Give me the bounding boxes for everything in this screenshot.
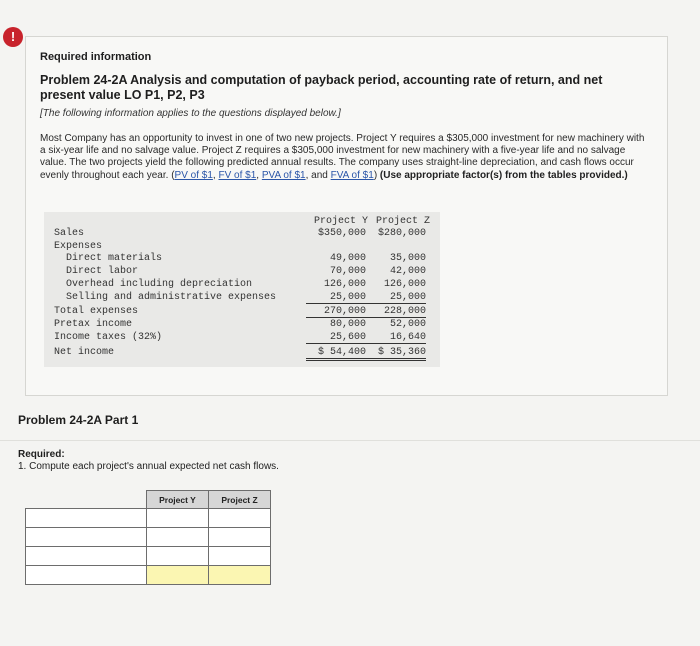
row-label-input[interactable] — [26, 548, 146, 566]
income-taxes-y: 25,600 — [306, 332, 366, 344]
net-income-y: $ 54,400 — [306, 347, 366, 361]
header-project-z: Project Z — [375, 216, 430, 227]
row-label-input[interactable] — [26, 510, 146, 528]
sales-label: Sales — [54, 228, 85, 239]
answer-row — [26, 509, 271, 528]
project-z-input[interactable] — [209, 548, 270, 566]
net-income-z: $ 35,360 — [366, 347, 426, 361]
answer-header-project-z: Project Z — [209, 491, 271, 509]
pretax-income-z: 52,000 — [389, 319, 426, 330]
project-z-input[interactable] — [209, 529, 270, 547]
fva-of-1-link[interactable]: FVA of $1 — [330, 169, 374, 181]
pretax-income-label: Pretax income — [54, 319, 133, 330]
income-statement-table — [44, 212, 440, 367]
required-information-heading: Required information — [40, 51, 152, 63]
question-text: 1. Compute each project's annual expected net cash flows. — [18, 461, 279, 472]
answer-row — [26, 566, 271, 585]
income-taxes-label: Income taxes (32%) — [54, 332, 163, 343]
total-expenses-y: 270,000 — [306, 306, 366, 318]
alert-icon: ! — [3, 27, 23, 47]
fv-of-1-link[interactable]: FV of $1 — [218, 169, 257, 181]
problem-title: Problem 24-2A Analysis and computation of payback period, accounting rate of return, and net present value LO P1, P2, P3 — [40, 73, 603, 102]
direct-labor-z: 42,000 — [389, 266, 426, 277]
selling-admin-z: 25,000 — [366, 292, 426, 304]
selling-admin-y: 25,000 — [306, 292, 366, 304]
pv-of-1-link[interactable]: PV of $1 — [174, 169, 213, 181]
direct-materials-z: 35,000 — [389, 253, 426, 264]
answer-header-project-y: Project Y — [147, 491, 209, 509]
project-z-total-input[interactable] — [209, 567, 270, 585]
direct-labor-y: 70,000 — [329, 266, 366, 277]
project-y-input[interactable] — [147, 510, 208, 528]
expenses-label: Expenses — [54, 241, 103, 252]
direct-materials-label: Direct materials — [66, 253, 163, 264]
direct-labor-label: Direct labor — [66, 266, 139, 277]
project-y-input[interactable] — [147, 529, 208, 547]
total-expenses-label: Total expenses — [54, 306, 139, 317]
applies-note: [The following information applies to the questions displayed below.] — [40, 108, 341, 119]
project-y-input[interactable] — [147, 548, 208, 566]
answer-row — [26, 547, 271, 566]
overhead-z: 126,000 — [383, 279, 426, 290]
project-y-total-input[interactable] — [147, 567, 208, 585]
overhead-y: 126,000 — [323, 279, 366, 290]
required-label: Required: — [18, 449, 65, 460]
overhead-label: Overhead including depreciation — [66, 279, 253, 290]
corner-cell — [26, 491, 147, 509]
header-project-y: Project Y — [313, 216, 368, 227]
income-taxes-z: 16,640 — [366, 332, 426, 344]
net-income-label: Net income — [54, 347, 115, 358]
selling-admin-label: Selling and administrative expenses — [66, 292, 277, 303]
required-information-panel — [25, 36, 668, 396]
sales-y: $350,000 — [317, 228, 366, 239]
and-text: and — [311, 169, 328, 181]
row-label-input[interactable] — [26, 567, 146, 585]
row-label-input[interactable] — [26, 529, 146, 547]
sales-z: $280,000 — [377, 228, 426, 239]
pretax-income-y: 80,000 — [329, 319, 366, 330]
factor-instruction: (Use appropriate factor(s) from the tables provided.) — [379, 169, 628, 181]
total-expenses-z: 228,000 — [366, 306, 426, 318]
description-text: Most Company has an opportunity to invest in one of two new projects. Project Y requires a $305,000 investment for new machinery with a six-year life and no salvage value. Project Z requires a $305,000 investment for new machinery with a five-year life and no salvage value. The two projects yield the following predicted annual results. The company uses straight-line depreciation, and cash flows occur evenly throughout each year. — [40, 133, 645, 181]
answer-row — [26, 528, 271, 547]
section-divider — [0, 440, 700, 441]
pva-of-1-link[interactable]: PVA of $1 — [261, 169, 306, 181]
project-z-input[interactable] — [209, 510, 270, 528]
direct-materials-y: 49,000 — [329, 253, 366, 264]
cash-flow-answer-table — [25, 490, 271, 585]
problem-description: Most Company has an opportunity to invest in one of two new projects. Project Y requires a $305,000 investment for new machinery with a six-year life and no salvage value. Project Z requires a $305,000 investment for new machinery with a five-year life and no salvage value. The two projects yield the following predicted annual results. The company uses straight-line depreciation, and cash flows occur evenly throughout each year. (PV of $1, FV of $1, PVA of $1, and FVA of $1) (Use appropriate factor(s) from the tables provided.) — [40, 133, 645, 181]
part-title: Problem 24-2A Part 1 — [18, 413, 139, 427]
